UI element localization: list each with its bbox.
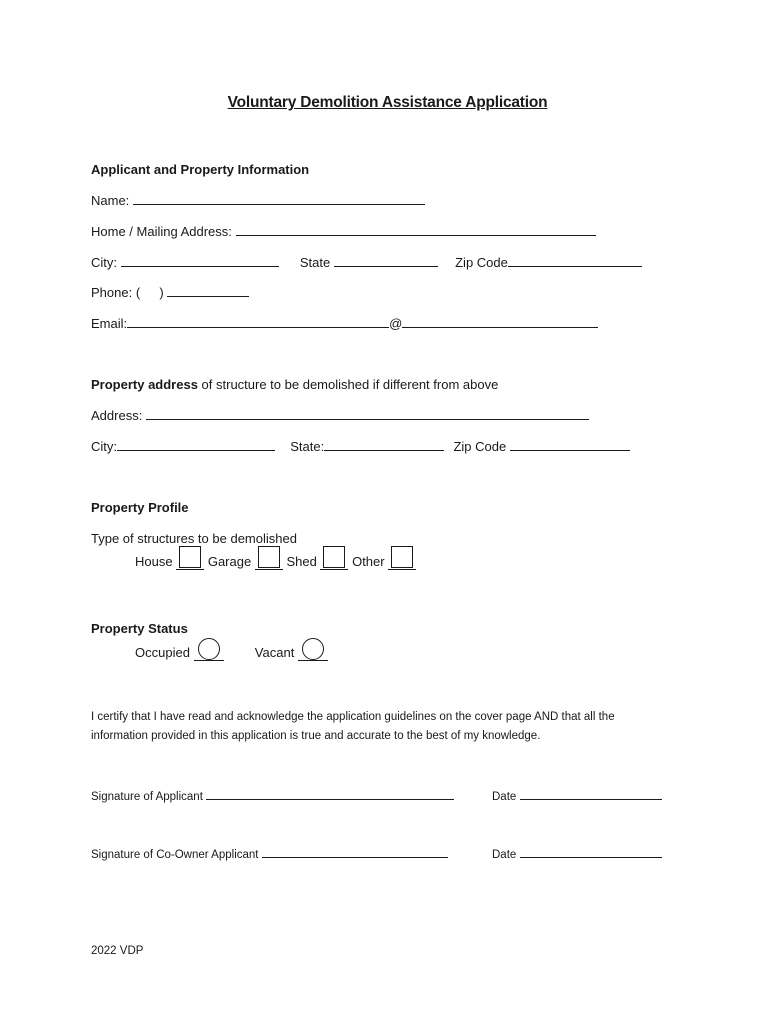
email-label: Email:: [91, 316, 128, 331]
name-field[interactable]: [133, 192, 425, 205]
structures-label: Type of structures to be demolished: [91, 531, 297, 546]
option-shed-label: Shed: [286, 554, 317, 569]
property-state-label: State:: [290, 439, 325, 454]
property-address-row: [91, 407, 589, 423]
property-address-field[interactable]: [146, 407, 589, 420]
email-at-sign: @: [389, 316, 403, 331]
property-city-label: City:: [91, 439, 117, 454]
option-occupied-label: Occupied: [135, 645, 190, 660]
coowner-signature-row: [91, 846, 448, 861]
radio-circle-icon: [198, 638, 220, 660]
zip-label: Zip Code: [455, 255, 508, 270]
option-house-checkbox[interactable]: [176, 546, 204, 570]
option-other-checkbox[interactable]: [388, 546, 416, 570]
email-domain-field[interactable]: [402, 315, 598, 328]
applicant-date-field[interactable]: [520, 788, 662, 800]
applicant-signature-label: Signature of Applicant: [91, 791, 203, 803]
property-city-state-zip-row: [91, 438, 630, 454]
applicant-signature-row: [91, 788, 454, 803]
property-address-heading-bold: Property address: [91, 377, 198, 392]
phone-close-paren: ): [159, 285, 164, 300]
page-title: Voluntary Demolition Assistance Application: [227, 94, 548, 111]
radio-circle-icon: [302, 638, 324, 660]
property-city-field[interactable]: [117, 438, 275, 451]
certification-line-2: information provided in this application is true and accurate to the best of my knowledge.: [91, 730, 541, 742]
property-status-heading: Property Status: [91, 621, 188, 636]
mailing-address-field[interactable]: [236, 223, 596, 236]
coowner-date-row: [492, 846, 662, 861]
certification-line-1: I certify that I have read and acknowledge the application guidelines on the cover page AND that all the: [91, 711, 615, 723]
coowner-date-label: Date: [492, 849, 517, 861]
property-profile-heading: Property Profile: [91, 500, 189, 515]
name-label: Name:: [91, 193, 130, 208]
state-field[interactable]: [334, 254, 438, 267]
coowner-date-field[interactable]: [520, 846, 662, 858]
city-state-zip-row: [91, 254, 642, 270]
name-row: [91, 192, 425, 208]
applicant-date-label: Date: [492, 791, 517, 803]
option-vacant-radio[interactable]: [298, 638, 328, 661]
city-label: City:: [91, 255, 117, 270]
phone-label: Phone: (: [91, 285, 141, 300]
coowner-signature-field[interactable]: [262, 846, 448, 858]
applicant-signature-field[interactable]: [206, 788, 454, 800]
city-field[interactable]: [121, 254, 279, 267]
coowner-signature-label: Signature of Co-Owner Applicant: [91, 849, 259, 861]
option-shed-checkbox[interactable]: [320, 546, 348, 570]
phone-field[interactable]: [167, 284, 249, 297]
mailing-address-label: Home / Mailing Address:: [91, 224, 232, 239]
property-zip-label: Zip Code: [453, 439, 507, 454]
option-occupied-radio[interactable]: [194, 638, 224, 661]
checkbox-icon: [179, 546, 201, 568]
email-user-field[interactable]: [127, 315, 389, 328]
email-row: [91, 315, 598, 331]
property-address-heading: [91, 377, 498, 392]
mailing-address-row: [91, 223, 596, 239]
applicant-date-row: [492, 788, 662, 803]
state-label: State: [299, 255, 331, 270]
footer-code: 2022 VDP: [91, 945, 144, 957]
phone-row: [91, 284, 249, 300]
property-address-label: Address:: [91, 408, 143, 423]
checkbox-icon: [323, 546, 345, 568]
checkbox-icon: [391, 546, 413, 568]
option-vacant-label: Vacant: [254, 645, 295, 660]
option-other-label: Other: [352, 554, 385, 569]
status-options-row: [135, 638, 328, 661]
checkbox-icon: [258, 546, 280, 568]
property-address-heading-rest: of structure to be demolished if different from above: [197, 377, 499, 392]
option-house-label: House: [135, 554, 173, 569]
property-zip-field[interactable]: [510, 438, 630, 451]
option-garage-checkbox[interactable]: [255, 546, 283, 570]
option-garage-label: Garage: [207, 554, 252, 569]
zip-field[interactable]: [508, 254, 642, 267]
structure-options-row: [135, 546, 416, 570]
property-state-field[interactable]: [324, 438, 444, 451]
applicant-section-heading: Applicant and Property Information: [91, 162, 310, 177]
